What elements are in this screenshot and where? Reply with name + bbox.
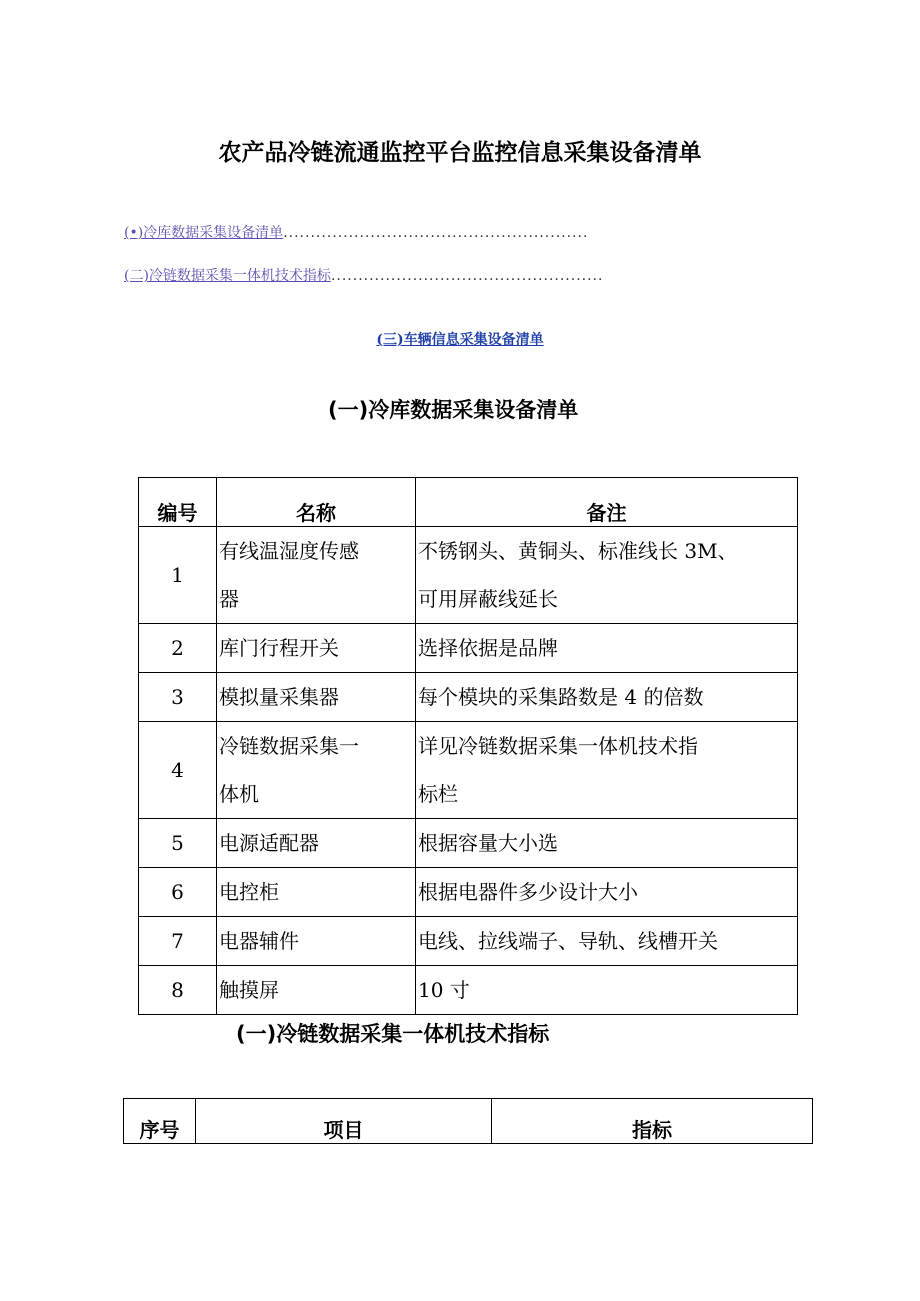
- cell-note: [416, 673, 798, 722]
- cell-no: 5: [139, 819, 217, 868]
- equipment-table-body: [139, 527, 798, 1015]
- cell-note-line: 选择依据是品牌: [418, 636, 558, 660]
- cell-note: [416, 527, 798, 624]
- header-seq: 序号: [124, 1099, 196, 1144]
- header-note: 备注: [416, 478, 798, 527]
- cell-name: [217, 868, 416, 917]
- cell-note-line: 每个模块的采集路数是 4 的倍数: [418, 685, 704, 709]
- table-row: [139, 868, 798, 917]
- header-no: 编号: [139, 478, 217, 527]
- cell-no: 4: [139, 722, 217, 819]
- toc-link-1-leader: ........................................................: [283, 225, 589, 241]
- toc-link-1[interactable]: [124, 222, 588, 242]
- table-row: [139, 917, 798, 966]
- cell-name: [217, 722, 416, 819]
- header-item: 项目: [196, 1099, 492, 1144]
- cell-name-line: 有线温湿度传感: [219, 539, 359, 563]
- cell-note-line: 不锈钢头、黄铜头、标准线长 3M、: [418, 539, 738, 563]
- cell-name-line: 体机: [219, 782, 259, 806]
- toc-link-2-label: (二)冷链数据采集一体机技术指标: [124, 268, 331, 284]
- header-name: 名称: [217, 478, 416, 527]
- table-row: [139, 673, 798, 722]
- toc-link-2[interactable]: [124, 265, 603, 285]
- toc-link-3[interactable]: (三)车辆信息采集设备清单: [376, 332, 544, 348]
- cell-note: [416, 868, 798, 917]
- cell-name: [217, 819, 416, 868]
- table-row: [139, 966, 798, 1015]
- toc-link-1-label: (•)冷库数据采集设备清单: [124, 225, 284, 241]
- cell-name: [217, 673, 416, 722]
- cell-note-line: 可用屏蔽线延长: [418, 587, 558, 611]
- cell-no: 8: [139, 966, 217, 1015]
- table-row: [139, 624, 798, 673]
- document-title: 农产品冷链流通监控平台监控信息采集设备清单: [218, 140, 702, 166]
- cell-note-line: 标栏: [418, 782, 458, 806]
- cell-name-line: 电控柜: [219, 880, 279, 904]
- cell-name: [217, 966, 416, 1015]
- cell-note-line: 电线、拉线端子、导轨、线槽开关: [418, 929, 718, 953]
- cell-note-line: 根据容量大小选: [418, 831, 558, 855]
- cell-name: [217, 624, 416, 673]
- equipment-table: [138, 477, 798, 1015]
- table-header-row: [139, 478, 798, 527]
- cell-note: [416, 624, 798, 673]
- table-header-row: [124, 1099, 813, 1144]
- cell-no: 7: [139, 917, 217, 966]
- header-spec: 指标: [492, 1099, 813, 1144]
- cell-note: [416, 917, 798, 966]
- cell-note-line: 10 寸: [418, 978, 470, 1002]
- cell-name-line: 电器辅件: [219, 929, 299, 953]
- cell-note-line: 根据电器件多少设计大小: [418, 880, 638, 904]
- cell-name-line: 电源适配器: [219, 831, 319, 855]
- cell-no: 1: [139, 527, 217, 624]
- cell-no: 6: [139, 868, 217, 917]
- table-row: [139, 819, 798, 868]
- cell-note-line: 详见冷链数据采集一体机技术指: [418, 734, 698, 758]
- cell-name: [217, 527, 416, 624]
- cell-note: [416, 819, 798, 868]
- toc-link-2-leader: ..................................................: [330, 268, 604, 284]
- cell-note: [416, 722, 798, 819]
- cell-name-line: 触摸屏: [219, 978, 279, 1002]
- cell-name-line: 器: [219, 587, 239, 611]
- cell-no: 3: [139, 673, 217, 722]
- spec-table: [123, 1098, 813, 1144]
- table-row: [139, 527, 798, 624]
- table-row: [139, 722, 798, 819]
- cell-name-line: 库门行程开关: [219, 636, 339, 660]
- section1-heading: (一)冷库数据采集设备清单: [328, 398, 579, 422]
- cell-note: [416, 966, 798, 1015]
- cell-no: 2: [139, 624, 217, 673]
- section2-heading: (一)冷链数据采集一体机技术指标: [236, 1022, 550, 1046]
- cell-name-line: 冷链数据采集一: [219, 734, 359, 758]
- cell-name: [217, 917, 416, 966]
- cell-name-line: 模拟量采集器: [219, 685, 339, 709]
